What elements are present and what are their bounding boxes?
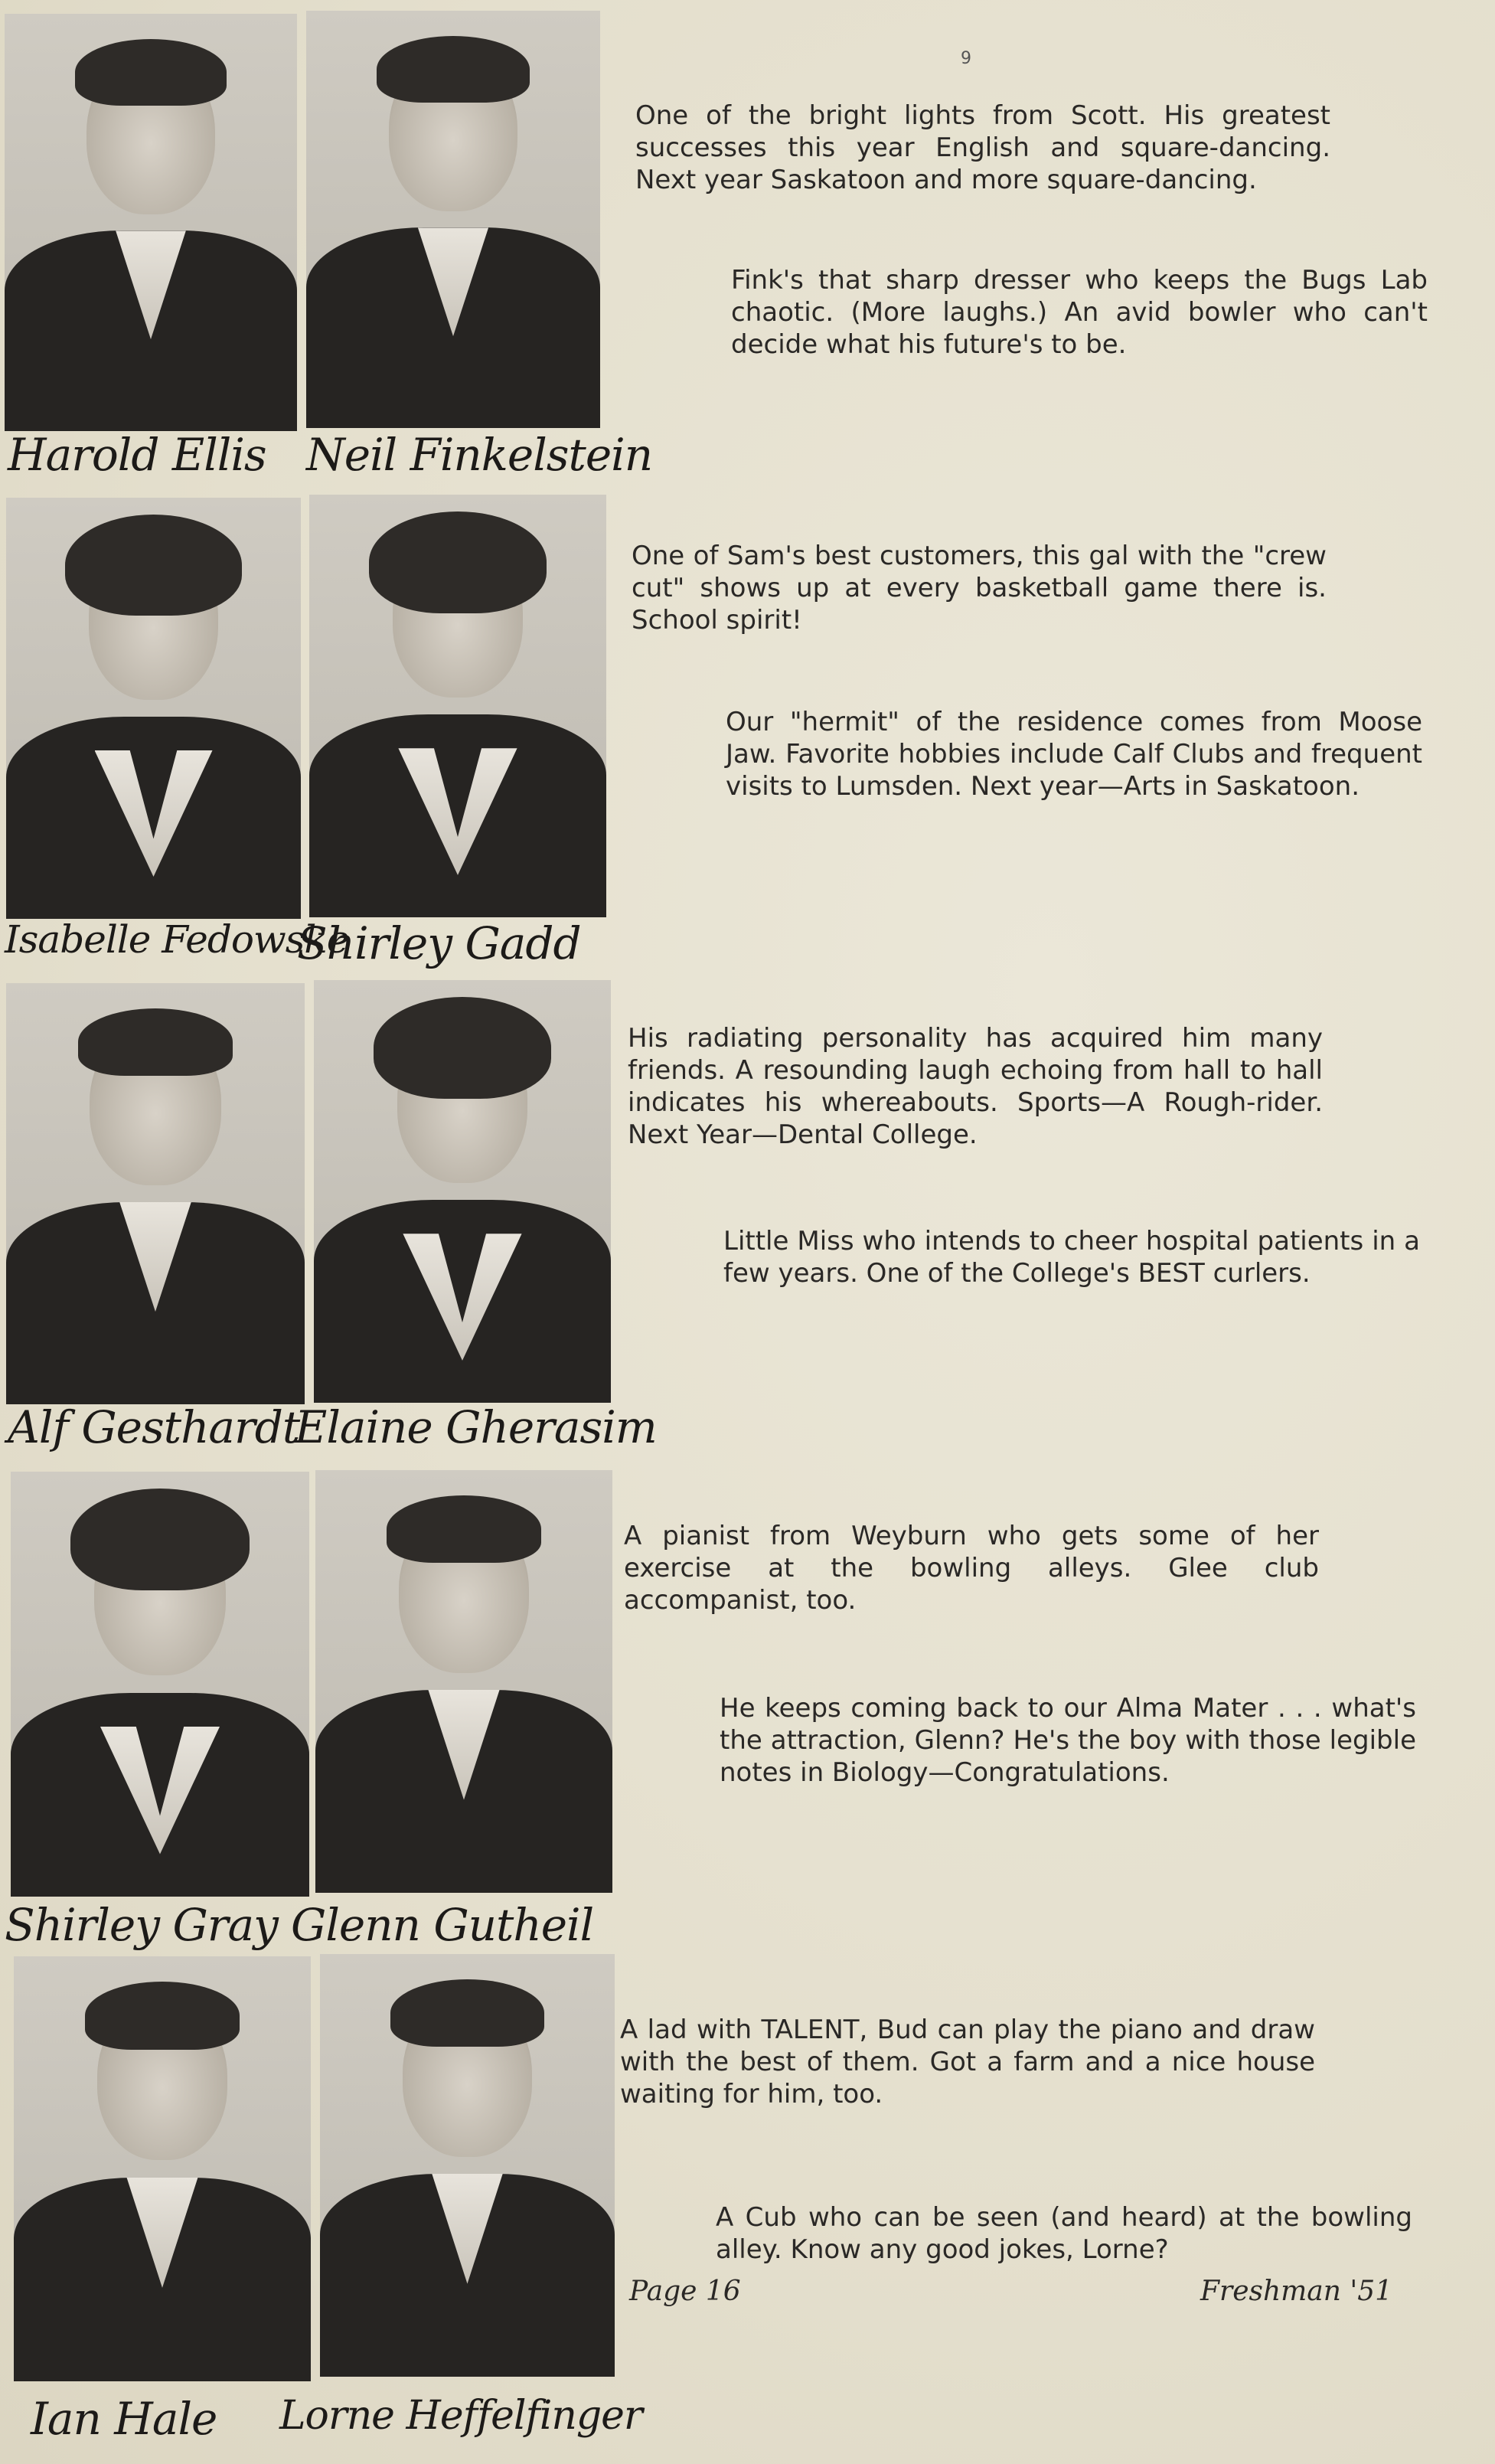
portrait-photo [6,983,305,1404]
signature: Shirley Gadd [297,917,581,969]
portrait-photo [309,495,606,917]
signature: Glenn Gutheil [291,1899,594,1951]
caption: Our "hermit" of the residence comes from Moose Jaw. Favorite hobbies include Calf Clubs and frequent visits to Lumsden. Next year—Arts in Saskatoon. [726,707,1422,802]
publication-title: Freshman '51 [1200,2276,1393,2307]
signature: Elaine Gherasim [295,1401,657,1453]
portrait-photo [11,1472,309,1897]
caption: A lad with TALENT, Bud can play the piano and draw with the best of them. Got a farm and a nice house waiting for him, too. [620,2015,1315,2109]
portrait-photo [5,14,297,431]
portrait-photo [14,1956,311,2381]
portrait-photo [315,1470,612,1893]
page-number: Page 16 [629,2276,741,2307]
caption: One of Sam's best customers, this gal with the "crew cut" shows up at every basketball game there is. School spirit! [632,541,1327,636]
signature: Lorne Heffelfinger [279,2393,642,2439]
signature: Isabelle Fedowske [5,917,349,962]
signature: Harold Ellis [8,429,266,481]
portrait-photo [306,11,600,428]
caption: He keeps coming back to our Alma Mater . . . what's the attraction, Glenn? He's the boy with those legible notes in Biology—Congratulations. [720,1693,1416,1788]
caption: His radiating personality has acquired him many friends. A resounding laugh echoing from hall to hall indicates his whereabouts. Sports—A Rough-rider. Next Year—Dental College. [628,1023,1323,1150]
portrait-photo [6,498,301,919]
signature: Ian Hale [31,2393,217,2445]
caption: A pianist from Weyburn who gets some of her exercise at the bowling alleys. Glee club accompanist, too. [624,1521,1319,1616]
portrait-photo [314,980,611,1403]
caption: Fink's that sharp dresser who keeps the Bugs Lab chaotic. (More laughs.) An avid bowler who can't decide what his future's to be. [731,265,1428,360]
caption: Little Miss who intends to cheer hospital patients in a few years. One of the College's BEST curlers. [723,1226,1420,1289]
signature: Alf Gesthardt [8,1401,300,1453]
caption: One of the bright lights from Scott. His greatest successes this year English and square-dancing. Next year Saskatoon and more square-dancing. [635,100,1330,195]
caption: A Cub who can be seen (and heard) at the bowling alley. Know any good jokes, Lorne? [716,2202,1412,2265]
portrait-photo [320,1954,615,2377]
signature: Neil Finkelstein [306,429,653,481]
signature: Shirley Gray [5,1899,278,1951]
page-mark: 9 [961,49,971,68]
